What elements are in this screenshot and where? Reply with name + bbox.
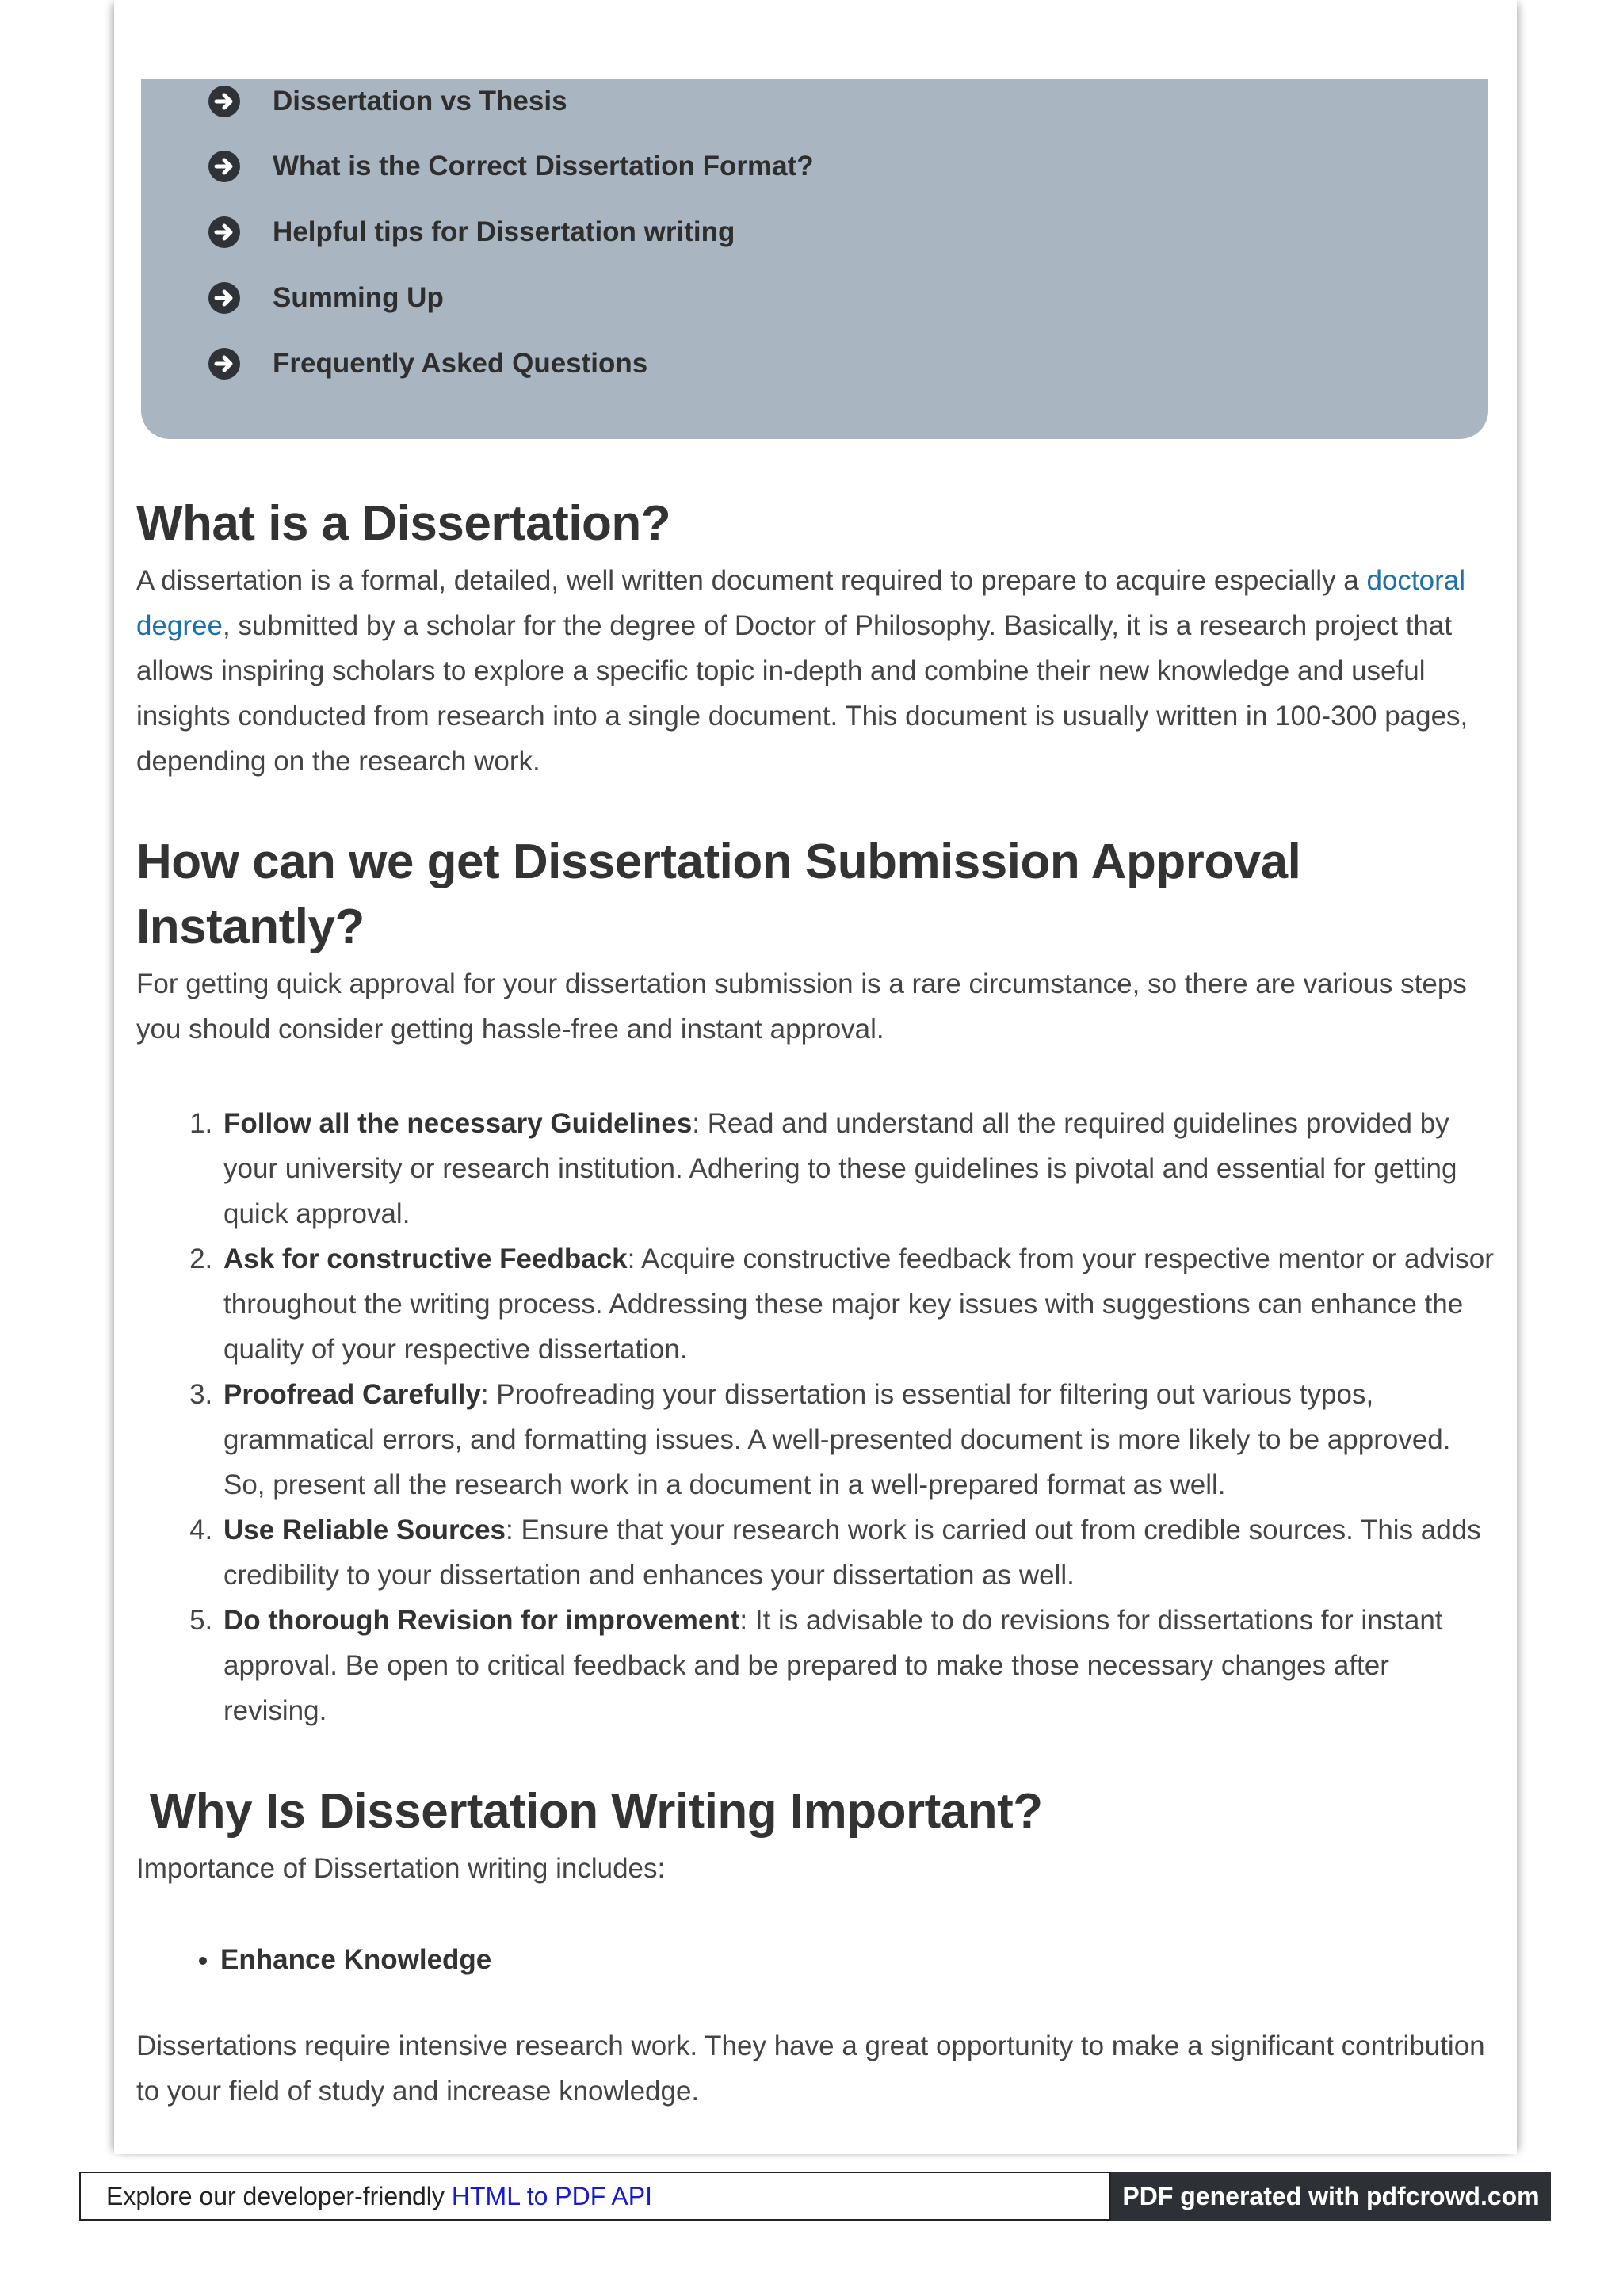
section-paragraph: Dissertations require intensive research work. They have a great opportunity to make a significant contribution to your field of study and increase knowledge. [136,2030,1485,2107]
section-heading: Why Is Dissertation Writing Important? [136,1784,1043,1839]
approval-steps-list [136,1101,1496,1733]
toc-item-label: Dissertation vs Thesis [273,86,567,117]
arrow-circle-right-icon [208,347,241,380]
toc-item[interactable] [208,346,647,381]
section-heading: How can we get Dissertation Submission Approval Instantly? [136,835,1301,954]
toc-item-label: Helpful tips for Dissertation writing [273,216,735,247]
list-item: 5. Do thorough Revision for improvement: It is advisable to do revisions for dissertations for instant approval. Be open to critical feedback and be prepared to make those necessary changes after revising. [220,1598,1496,1733]
section-paragraph: Importance of Dissertation writing includes: [136,1853,666,1884]
section-heading: What is a Dissertation? [136,496,671,551]
footer-promo: Explore our developer-friendly HTML to PDF API [79,2172,1111,2221]
list-item: 2. Ask for constructive Feedback: Acquire constructive feedback from your respective mentor or advisor throughout the writing process. Addressing these major key issues with suggestions can enhance the quality of your respective dissertation. [220,1236,1496,1372]
list-item: 1. Follow all the necessary Guidelines: Read and understand all the required guidelines provided by your university or research institution. Adhering to these guidelines is pivotal and essential for getting quick approval. [220,1101,1496,1236]
toc-item-label: What is the Correct Dissertation Format? [273,151,814,181]
toc-item-label: Frequently Asked Questions [273,348,648,379]
doctoral-degree-link[interactable]: doctoral degree [136,565,1466,641]
toc-item[interactable] [208,84,567,119]
arrow-circle-right-icon [208,216,241,249]
list-item: 4. Use Reliable Sources: Ensure that your research work is carried out from credible sources. This adds credibility to your dissertation and enhances your dissertation as well. [220,1507,1496,1598]
toc-item-label: Summing Up [273,282,444,313]
section-paragraph: For getting quick approval for your dissertation submission is a rare circumstance, so there are various steps you should consider getting hassle-free and instant approval. [136,968,1467,1045]
article-content [136,491,1496,2114]
arrow-circle-right-icon [208,281,241,315]
html-to-pdf-api-link[interactable]: HTML to PDF API [451,2181,652,2210]
toc-item[interactable] [208,215,735,250]
pdfcrowd-badge[interactable]: PDF generated with pdfcrowd.com [1111,2172,1551,2221]
arrow-circle-right-icon [208,85,241,118]
list-item: • Enhance Knowledge [220,1937,1496,1982]
list-item: 3. Proofread Carefully: Proofreading your dissertation is essential for filtering out various typos, grammatical errors, and formatting issues. A well-presented document is more likely to be approved. So, present all the research work in a document in a well-prepared format as well. [220,1372,1496,1507]
arrow-circle-right-icon [208,150,241,183]
toc-item[interactable] [208,149,814,184]
section-paragraph: A dissertation is a formal, detailed, well written document required to prepare to acquire especially a doctoral degree, submitted by a scholar for the degree of Doctor of Philosophy. Basically, it is a research project that allows inspiring scholars to explore a specific topic in-depth and combine their new knowledge and useful insights conducted from research into a single document. This document is usually written in 100-300 pages, depending on the research work. [136,565,1468,777]
toc-item[interactable] [208,281,444,315]
table-of-contents [141,79,1488,439]
importance-list [136,1937,1496,1982]
